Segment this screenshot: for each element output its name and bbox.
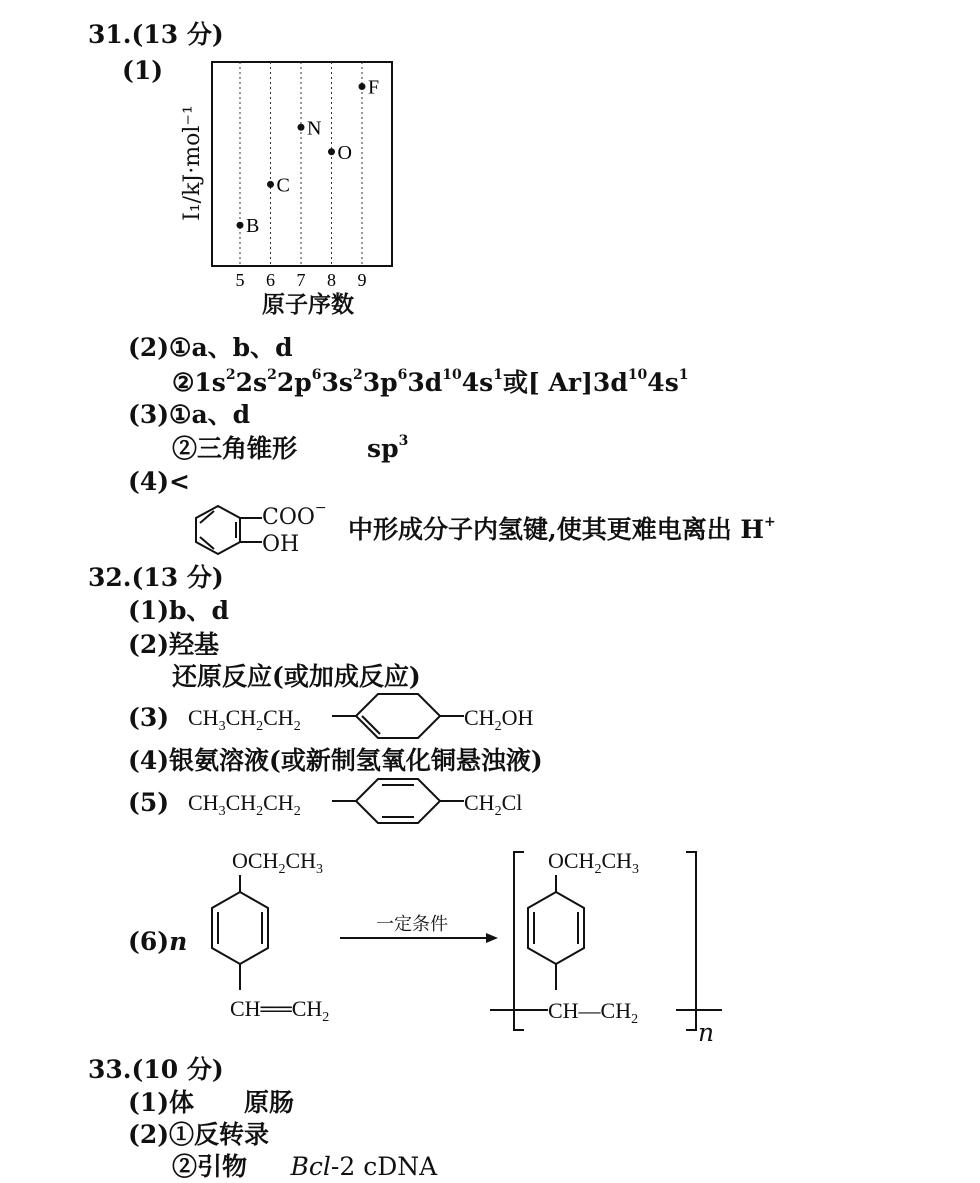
salicylate-oh: OH [262,532,300,557]
q31-part2a: (2)①a、b、d [128,333,293,362]
p5-left-group: $CH_3CH_2CH_2$ [188,790,301,819]
gene-name: Bcl [290,1152,331,1181]
p4-sup: + [764,514,776,530]
q33-header: 33.(10 分) [88,1055,224,1084]
gene-rest: -2 cDNA [330,1152,438,1181]
polymer-benzene [528,892,584,964]
cyclohexene-ring [356,694,440,738]
bracket-right [686,852,696,1030]
q33-part2b [172,1152,437,1182]
bracket-left [514,852,524,1030]
coo-text: COO [262,505,315,530]
q32-part1: (1)b、d [128,596,230,625]
monomer-vinyl: $CH══CH_2$ [230,996,330,1025]
polymer-ethoxy: $OCH_2CH_3$ [548,848,640,877]
x-tick-label: 6 [266,270,275,290]
q32-part2b: 还原反应(或加成反应) [172,662,421,691]
point-label: F [368,76,380,99]
p6-n: n [169,927,188,956]
q32-part6-label [128,927,187,957]
point-label: O [337,141,352,164]
p3-left-group: $CH_3CH_2CH_2$ [188,705,301,734]
p6-text: (6) [128,927,170,956]
q32-header: 32.(13 分) [88,563,224,592]
q32-part4: (4)银氨溶液(或新制氢氧化铜悬浊液) [128,746,543,775]
hyb-sup: 3 [398,433,409,449]
p5-right-group: $CH_2Cl$ [464,790,523,819]
point-label: C [276,174,290,197]
polymer-n: n [698,1018,715,1047]
q31-part1-label: (1) [122,56,164,85]
polymer-chain: $CH—CH_2$ [548,998,639,1027]
x-tick-label: 7 [296,270,306,290]
p2b-text: ②引物 [172,1152,248,1181]
point-label: N [307,117,322,140]
config-prefix: ②1s [172,368,226,397]
q31-part2b-electron-config: $②1s^22s^22p^63s^23p^63d^{10}4s^1$或[ $Ar]3d^{10}4s^1$ [172,367,689,397]
arrow-label: 一定条件 [376,914,448,935]
chart-y-label: I₁/kJ·mol⁻¹ [180,105,205,221]
q31-part3b: ②三角锥形 [172,434,298,463]
q32-part2a: (2)羟基 [128,630,220,659]
q32-part5-label: (5) [128,788,170,817]
q31-part4: (4)< [128,467,190,496]
p4-text: 中形成分子内氢键,使其更难电离出 H [348,515,765,544]
monomer-benzene [212,892,268,964]
q31-header: 31.(13 分) [88,20,224,49]
q32-part3-label: (3) [128,703,170,732]
x-tick-label: 9 [357,270,367,290]
x-tick-label: 5 [235,270,245,290]
chart-x-label: 原子序数 [262,291,354,318]
p3-right-group: $CH_2OH$ [464,705,534,734]
coo-charge: − [314,500,327,516]
q33-part2a: (2)①反转录 [128,1120,270,1149]
hyb-text: sp [367,434,399,463]
q31-part3a: (3)①a、d [128,400,251,429]
q33-part1: (1)体 原肠 [128,1088,295,1117]
monomer-ethoxy: $OCH_2CH_3$ [232,848,324,877]
x-tick-label: 8 [327,270,336,290]
point-label: B [246,215,260,238]
